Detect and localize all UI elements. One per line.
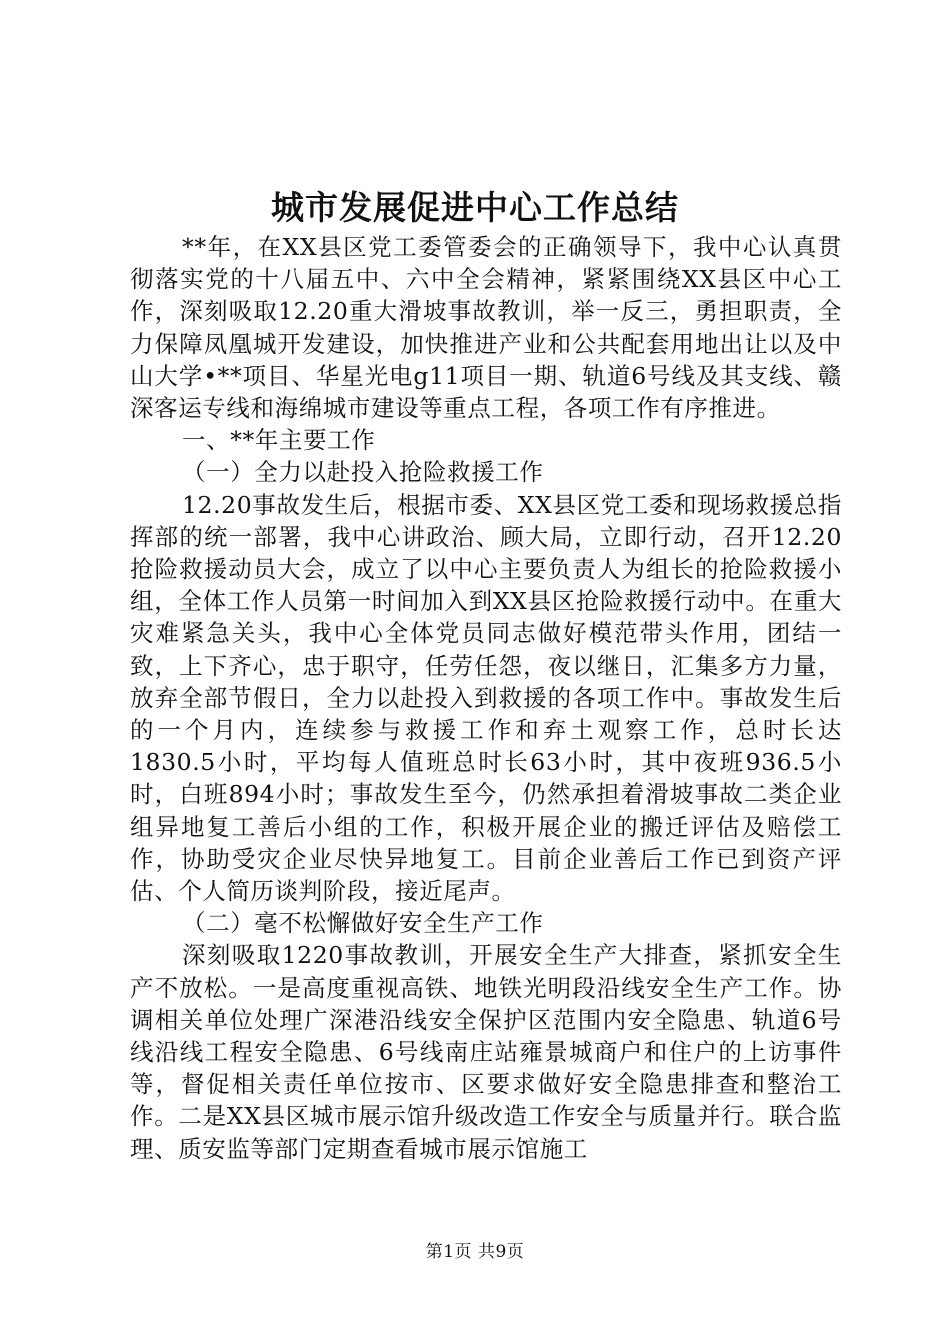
safety-paragraph: 深刻吸取1220事故教训，开展安全生产大排查，紧抓安全生产不放松。一是高度重视高铁、地铁光明段沿线安全生产工作。协调相关单位处理广深港沿线安全保护区范围内安全隐患、轨道6号线沿线工程安全隐患、6号线南庄站雍景城商户和住户的上访事件等，督促相关责任单位按市、区要求做好安全隐患排查和整治工作。二是XX县区城市展示馆升级改造工作安全与质量并行。联合监理、质安监等部门定期查看城市展示馆施工: [130, 941, 842, 1163]
subsection-heading-1: （一）全力以赴投入抢险救援工作: [182, 458, 544, 487]
subsection-heading-2: （二）毫不松懈做好安全生产工作: [182, 909, 544, 938]
document-title: 城市发展促进中心工作总结: [271, 188, 679, 227]
intro-paragraph: **年，在XX县区党工委管委会的正确领导下，我中心认真贯彻落实党的十八届五中、六中全会精神，紧紧围绕XX县区中心工作，深刻吸取12.20重大滑坡事故教训，举一反三，勇担职责，全力保障凤凰城开发建设，加快推进产业和公共配套用地出让以及中山大学•**项目、华星光电g11项目一期、轨道6号线及其支线、赣深客运专线和海绵城市建设等重点工程，各项工作有序推进。: [130, 233, 842, 423]
rescue-paragraph: 12.20事故发生后，根据市委、XX县区党工委和现场救援总指挥部的统一部署，我中心讲政治、顾大局，立即行动，召开12.20抢险救援动员大会，成立了以中心主要负责人为组长的抢险救援小组，全体工作人员第一时间加入到XX县区抢险救援行动中。在重大灾难紧急关头，我中心全体党员同志做好模范带头作用，团结一致，上下齐心，忠于职守，任劳任怨，夜以继日，汇集多方力量，放弃全部节假日，全力以赴投入到救援的各项工作中。事故发生后的一个月内，连续参与救援工作和弃土观察工作，总时长达1830.5小时，平均每人值班总时长63小时，其中夜班936.5小时，白班894小时；事故发生至今，仍然承担着滑坡事故二类企业组异地复工善后小组的工作，积极开展企业的搬迁评估及赔偿工作，协助受灾企业尽快异地复工。目前企业善后工作已到资产评估、个人简历谈判阶段，接近尾声。: [130, 490, 842, 906]
page-number-footer: 第1页 共9页: [425, 1242, 525, 1262]
section-heading: 一、**年主要工作: [182, 426, 376, 455]
document-body: [130, 231, 842, 1165]
